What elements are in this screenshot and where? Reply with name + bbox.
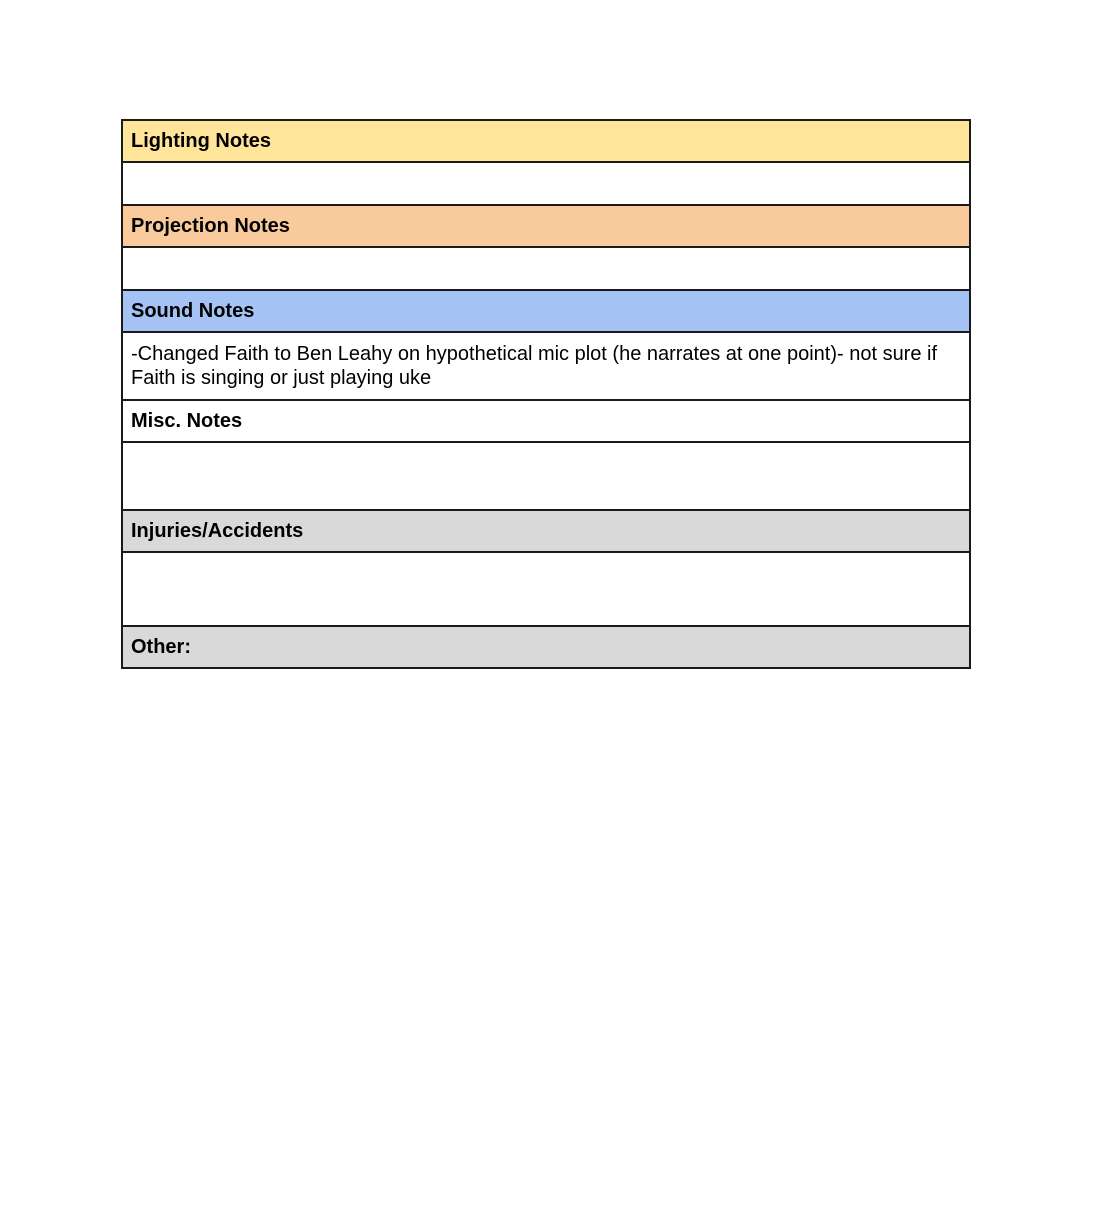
- sound-notes-body[interactable]: -Changed Faith to Ben Leahy on hypothetical mic plot (he narrates at one point)- not sure if Faith is singing or just playing uke: [122, 332, 970, 400]
- misc-notes-body[interactable]: [122, 442, 970, 510]
- notes-table: [121, 119, 971, 669]
- injuries-accidents-body[interactable]: [122, 552, 970, 626]
- injuries-accidents-header-row: [122, 510, 970, 552]
- projection-notes-body-row: [122, 247, 970, 290]
- projection-notes-header: Projection Notes: [122, 205, 970, 247]
- other-header: Other:: [122, 626, 970, 668]
- sound-notes-body-row: [122, 332, 970, 400]
- projection-notes-body[interactable]: [122, 247, 970, 290]
- lighting-notes-header: Lighting Notes: [122, 120, 970, 162]
- injuries-accidents-header: Injuries/Accidents: [122, 510, 970, 552]
- lighting-notes-header-row: [122, 120, 970, 162]
- misc-notes-header: Misc. Notes: [122, 400, 970, 442]
- misc-notes-header-row: [122, 400, 970, 442]
- lighting-notes-body[interactable]: [122, 162, 970, 205]
- lighting-notes-body-row: [122, 162, 970, 205]
- misc-notes-body-row: [122, 442, 970, 510]
- injuries-accidents-body-row: [122, 552, 970, 626]
- sound-notes-header: Sound Notes: [122, 290, 970, 332]
- other-header-row: [122, 626, 970, 668]
- sound-notes-header-row: [122, 290, 970, 332]
- projection-notes-header-row: [122, 205, 970, 247]
